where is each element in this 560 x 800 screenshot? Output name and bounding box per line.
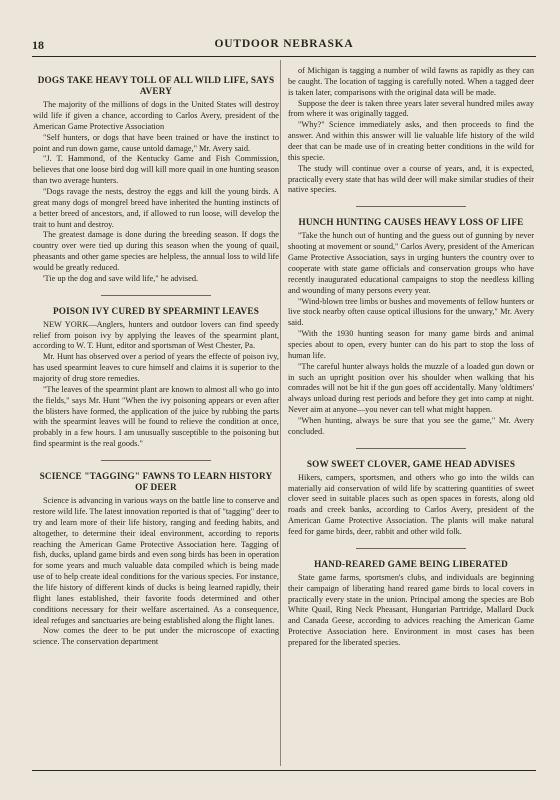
running-head: OUTDOOR NEBRASKA	[214, 38, 354, 50]
article-paragraph: Hikers, campers, sportsmen, and others who go into the wilds can materially aid conservation of wild life by scattering quantities of sweet clover seed in suitable places such as open spaces in forests, along old roads and creek banks, according to Carlos Avery, president of the American Game Protective Association. The plants will make natural feed for game birds, deer, rabbit and other wild folk.	[288, 472, 534, 536]
article-paragraph: "Take the hunch out of hunting and the guess out of gunning by never shooting at movement or sound," Carlos Avery, president of the American Game Protective Association, says in urging hunters the country over to cooperate with state game officials and conservation groups who have recently inaugurated educational campaigns to stop the needless killing and wounding of many persons every year.	[288, 231, 534, 295]
article-paragraph: "J. T. Hammond, of the Kentucky Game and Fish Commission, believes that one loose bird dog will kill more quail in one hunting season than two average hunters.	[33, 154, 279, 186]
column-divider	[280, 60, 281, 766]
right-column	[288, 66, 534, 766]
article-paragraph: "Why?" Science immediately asks, and then proceeds to find the answer. And within this answer will lie valuable life history of the wild deer that can be made use of in creating better conditions in the wild for this specie.	[288, 120, 534, 162]
article-separator	[356, 206, 466, 207]
article-paragraph: "The careful hunter always holds the muzzle of a loaded gun down or in such an upright position over his shoulder when walking that his comrades will not be hit if the gun goes off accidentally. Many 'oldtimers' always unload during rest periods and before they get into camp at night. Never aim at anyone—you never can tell what might happen.	[288, 361, 534, 415]
article-paragraph: of Michigan is tagging a number of wild fawns as rapidly as they can be caught. The location of tagging is carefully noted. When a tagged deer is taken later, comparisons with the original data will be made.	[288, 66, 534, 97]
article-paragraph: "Dogs ravage the nests, destroy the eggs and kill the young birds. A great many dogs of mongrel breed have inherited the hunting instincts of a better breed of ancestors, and, if allowed to run loose, will develop the trait to hunt and destroy.	[33, 186, 279, 229]
article-paragraph: NEW YORK—Anglers, hunters and outdoor lovers can find speedy relief from poison ivy by applying the leaves of the spearmint plant, according to W. T. Hunt, editor and sportsman of West Chester, Pa.	[33, 319, 279, 351]
article-headline: DOGS TAKE HEAVY TOLL OF ALL WILD LIFE, SAYS AVERY	[37, 75, 275, 97]
article-paragraph: The study will continue over a course of years, and, it is expected, practically every state that has wild deer will make similar studies of their native species.	[288, 163, 534, 195]
right-article-2	[288, 459, 534, 538]
right-article-3	[288, 559, 534, 649]
article-paragraph: 'Tie up the dog and save wild life," he advised.	[43, 273, 199, 283]
article-paragraph: "With the 1930 hunting season for many game birds and animal species about to open, every hunter can do his part to stop the loss of human life.	[288, 329, 534, 360]
left-article-0	[33, 75, 279, 285]
page-number: 18	[32, 38, 44, 52]
article-headline: HUNCH HUNTING CAUSES HEAVY LOSS OF LIFE	[298, 217, 524, 228]
footer-rule	[32, 770, 536, 771]
article-paragraph: "When hunting, always be sure that you see the game," Mr. Avery concluded.	[288, 415, 534, 436]
article-headline: SOW SWEET CLOVER, GAME HEAD ADVISES	[306, 458, 516, 469]
article-separator	[101, 460, 211, 461]
article-separator	[101, 295, 211, 296]
left-article-2	[33, 471, 279, 648]
article-paragraph: "The leaves of the spearmint plant are known to almost all who go into the fields," says Mr. Hunt "When the ivy poisoning appears or even after the blisters have formed, the application of the juice by rubbing the parts with the spearmint leaves will be found to relieve the condition at once, probably in a few hours. I am unusually susceptible to the poisoning but find spearmint is the real goods."	[33, 384, 279, 449]
article-separator	[356, 548, 466, 549]
left-column	[33, 66, 279, 766]
article-paragraph: The greatest damage is done during the breeding season. If dogs the country over were tied up during this season when the young of quail, pheasants and other game species are helpless, the annual loss to wild life would be greatly reduced.	[33, 230, 279, 272]
right-article-0	[288, 66, 534, 196]
article-paragraph: The majority of the millions of dogs in the United States will destroy wild life if given a chance, according to Carlos Avery, president of the American Game Protective Association	[33, 100, 279, 131]
article-paragraph: Science is advancing in various ways on the battle line to conserve and restore wild life. The latest innovation reported is that of "tagging" deer to try and learn more of their life history, ranging and feeding habits, and altogether, to determine their ideal environment, according to reports reaching the American Game Protective Association here. Tagging of fish, ducks, upland game birds and even song birds has been in operation for some years and much valuable data compiled which is being made use of to help create ideal conditions for the various species. For instance, the life history of different kinds of ducks is being learned rapidly, their flight lanes established, their favorite foods determined and other conditions necessary for their welfare ascertained. As a consequence, ideal refuges and sanctuaries are being established along the flight lanes.	[33, 496, 279, 625]
article-headline: POISON IVY CURED BY SPEARMINT LEAVES	[52, 305, 260, 316]
right-article-1	[288, 217, 534, 437]
article-headline: SCIENCE "TAGGING" FAWNS TO LEARN HISTORY OF DEER	[39, 471, 273, 493]
page-header	[32, 34, 536, 54]
article-paragraph: Now comes the deer to be put under the microscope of exacting science. The conservation department	[33, 626, 279, 647]
article-paragraph: "Self hunters, or dogs that have been trained or have the instinct to point and run down game, cause untold damage," Mr. Avery said.	[33, 132, 279, 153]
article-headline: HAND-REARED GAME BEING LIBERATED	[314, 558, 508, 569]
article-paragraph: State game farms, sportsmen's clubs, and individuals are beginning their campaign of liberating hand reared game birds to local covers in practically every state in the union. Principal among the species are Bob White Quail, Ring Neck Pheasant, Hungarian Partridge, Mallard Duck and Canada Geese, according to advices reaching the American Game Protective Association here. Environment in most cases has been prepared for the liberated species.	[288, 572, 534, 648]
header-rule	[32, 56, 536, 57]
article-paragraph: Suppose the deer is taken three years later several hundred miles away from where it was originally tagged.	[288, 98, 534, 119]
article-paragraph: "Wind-blown tree limbs or bushes and movements of fellow hunters or live stock nearby often cause optical illusions for the unwary," Mr. Avery said.	[288, 296, 534, 328]
article-separator	[356, 448, 466, 449]
article-paragraph: Mr. Hunt has observed over a period of years the effecte of poison ivy, has used spearmint leaves to cure himself and claims it is superior to the majority of drug store remedies.	[33, 352, 279, 383]
left-article-1	[33, 306, 279, 450]
